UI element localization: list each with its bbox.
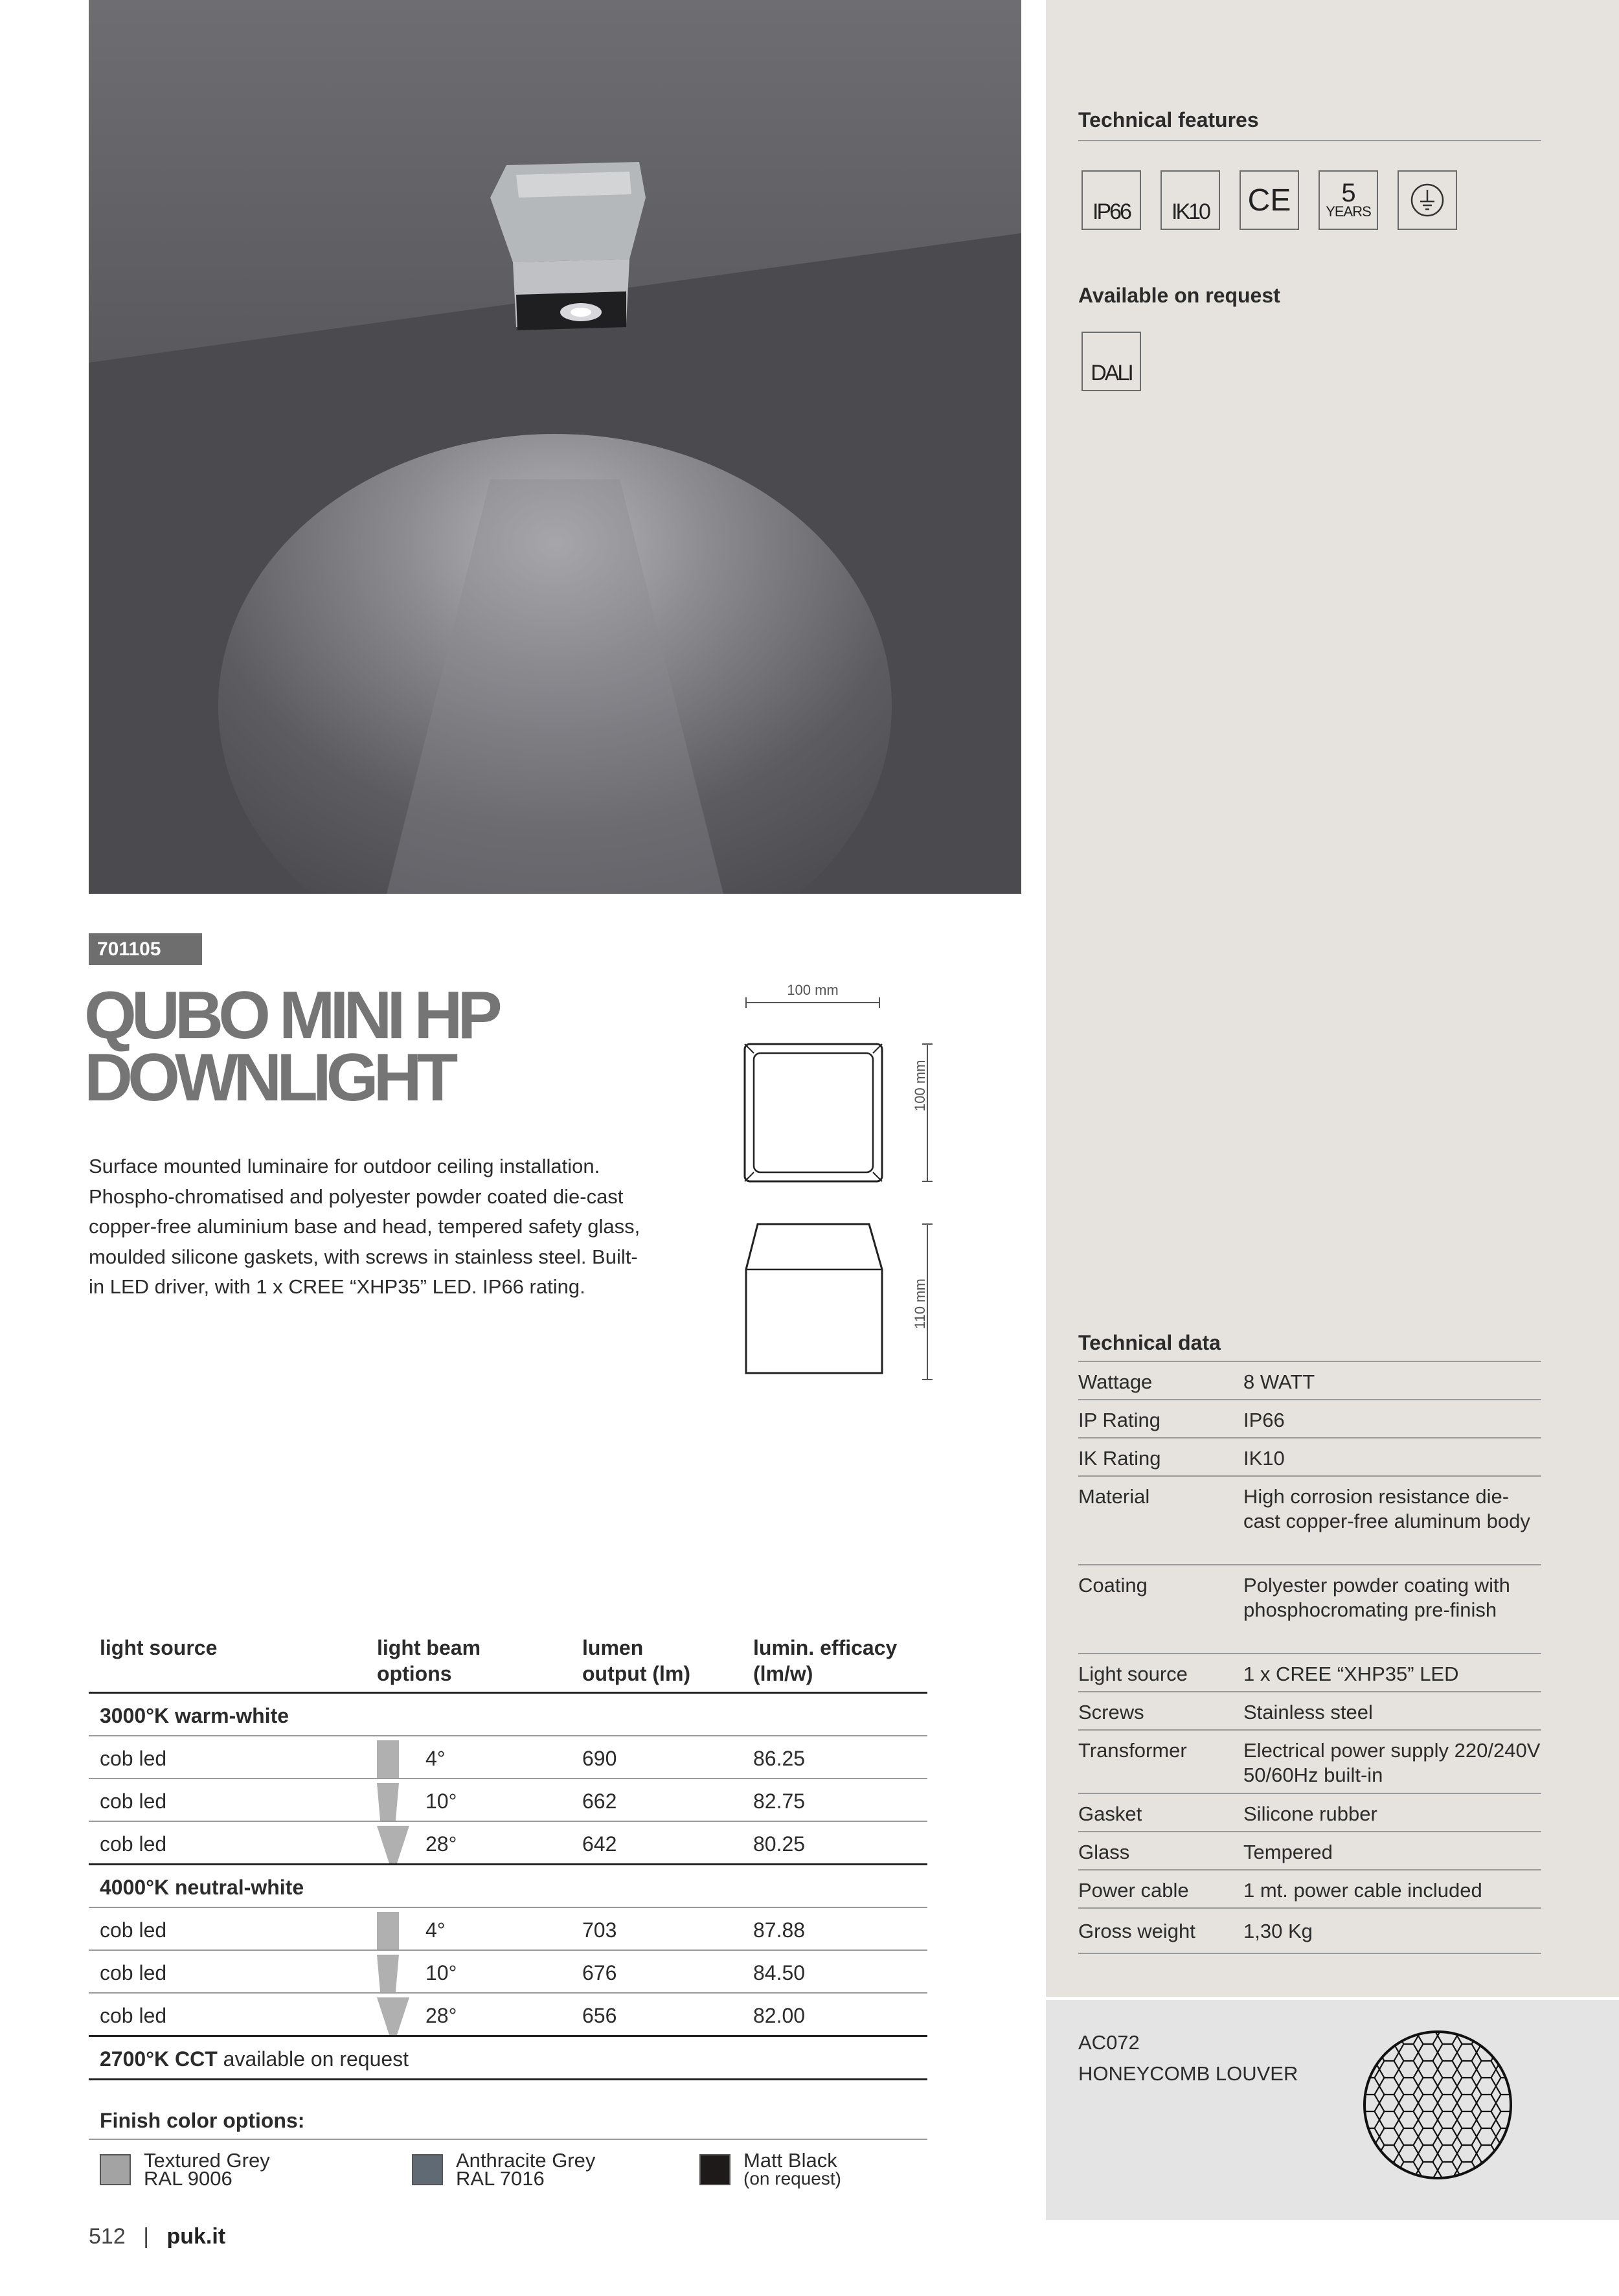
divider xyxy=(89,2139,927,2140)
five-years-warranty-icon: 5 YEARS xyxy=(1319,170,1378,230)
accessory-name: HONEYCOMB LOUVER xyxy=(1078,2062,1298,2085)
wide-beam-icon xyxy=(377,1826,409,1863)
tech-row-ip-rating: IP Rating IP66 xyxy=(1078,1400,1541,1438)
technical-features-title: Technical features xyxy=(1078,108,1259,131)
tech-row-gasket: Gasket Silicone rubber xyxy=(1078,1794,1541,1832)
group-row-3000k: 3000°K warm-white xyxy=(89,1694,927,1736)
col-header-lumen: lumen output (lm) xyxy=(582,1636,691,1685)
table-row: cob led 28° 642 80.25 xyxy=(89,1822,927,1865)
technical-data-title: Technical data xyxy=(1078,1331,1221,1354)
tech-row-light-source: Light source 1 x CREE “XHP35” LED xyxy=(1078,1654,1541,1692)
table-row: cob led 4° 690 86.25 xyxy=(89,1736,927,1779)
table-row: cob led 28° 656 82.00 xyxy=(89,1994,927,2037)
dali-badge-icon: DALI xyxy=(1081,332,1141,391)
ip66-badge-icon: IP66 xyxy=(1081,170,1141,230)
tech-row-transformer: Transformer Electrical power supply 220/240V 50/60Hz built-in xyxy=(1078,1731,1541,1794)
tech-row-screws: Screws Stainless steel xyxy=(1078,1692,1541,1731)
available-on-request-title: Available on request xyxy=(1078,284,1280,307)
finish-option-label: Textured Grey RAL 9006 xyxy=(144,2149,270,2190)
product-photo xyxy=(89,0,1021,894)
tech-row-coating: Coating Polyester powder coating with phosphocromating pre-finish xyxy=(1078,1565,1541,1654)
tech-row-material: Material High corrosion resistance die-cast copper-free aluminum body xyxy=(1078,1477,1541,1565)
divider xyxy=(1078,140,1541,141)
group-row-4000k: 4000°K neutral-white xyxy=(89,1865,927,1908)
earth-ground-icon xyxy=(1398,170,1457,230)
tech-row-power-cable: Power cable 1 mt. power cable included xyxy=(1078,1870,1541,1909)
accessory-info xyxy=(1078,2027,1298,2089)
depth-dimension-label: 100 mm xyxy=(912,1060,928,1111)
tech-row-wattage: Wattage 8 WATT xyxy=(1078,1362,1541,1400)
swatch-textured-grey xyxy=(100,2154,131,2185)
medium-beam-icon xyxy=(377,1783,399,1821)
product-description: Surface mounted luminaire for outdoor ceiling installation. Phospho-chromatised and polyester powder coated die-cast copper-free aluminium base and head, tempered safety glass, moulded silicone gaskets, with screws in stainless steel. Built-in LED driver, with 1 x CREE “XHP35” LED. IP66 rating. xyxy=(89,1155,640,1298)
swatch-matt-black xyxy=(699,2154,730,2185)
page-footer xyxy=(89,2224,225,2249)
cct-note-row: 2700°K CCT available on request xyxy=(89,2037,927,2080)
footer-separator: | xyxy=(143,2224,150,2249)
site-link[interactable]: puk.it xyxy=(166,2224,226,2249)
spec-table-header xyxy=(89,1635,927,1693)
height-dimension-label: 110 mm xyxy=(912,1279,928,1329)
finish-title: Finish color options: xyxy=(100,2109,305,2132)
ce-mark-icon: CE xyxy=(1240,170,1299,230)
wide-beam-icon xyxy=(377,1997,409,2035)
product-title-line1: QUBO MINI HP xyxy=(84,978,497,1053)
technical-drawing xyxy=(738,997,971,1386)
tech-row-gross-weight: Gross weight 1,30 Kg xyxy=(1078,1909,1541,1954)
width-dimension-label: 100 mm xyxy=(787,982,839,998)
narrow-beam-icon xyxy=(377,1912,399,1949)
tech-row-glass: Glass Tempered xyxy=(1078,1832,1541,1870)
page-number: 512 xyxy=(89,2224,126,2249)
accessory-code: AC072 xyxy=(1078,2031,1140,2054)
product-title-line2: DOWNLIGHT xyxy=(84,1040,453,1115)
product-title xyxy=(84,978,497,1115)
swatch-anthracite-grey xyxy=(412,2154,443,2185)
product-code-tag: 701105 xyxy=(89,933,202,965)
table-row: cob led 4° 703 87.88 xyxy=(89,1908,927,1951)
finish-option-label: Matt Black (on request) xyxy=(743,2149,841,2188)
table-row: cob led 10° 676 84.50 xyxy=(89,1951,927,1994)
medium-beam-icon xyxy=(377,1955,399,1992)
narrow-beam-icon xyxy=(377,1740,399,1778)
col-header-light-source: light source xyxy=(100,1636,218,1659)
honeycomb-louver-icon xyxy=(1360,2027,1515,2183)
col-header-efficacy: lumin. efficacy (lm/w) xyxy=(753,1636,898,1685)
table-row: cob led 10° 662 82.75 xyxy=(89,1779,927,1822)
finish-option-label: Anthracite Grey RAL 7016 xyxy=(456,2149,596,2190)
col-header-light-beam: light beam options xyxy=(377,1636,481,1685)
ik10-badge-icon: IK10 xyxy=(1160,170,1220,230)
tech-row-ik-rating: IK Rating IK10 xyxy=(1078,1438,1541,1477)
